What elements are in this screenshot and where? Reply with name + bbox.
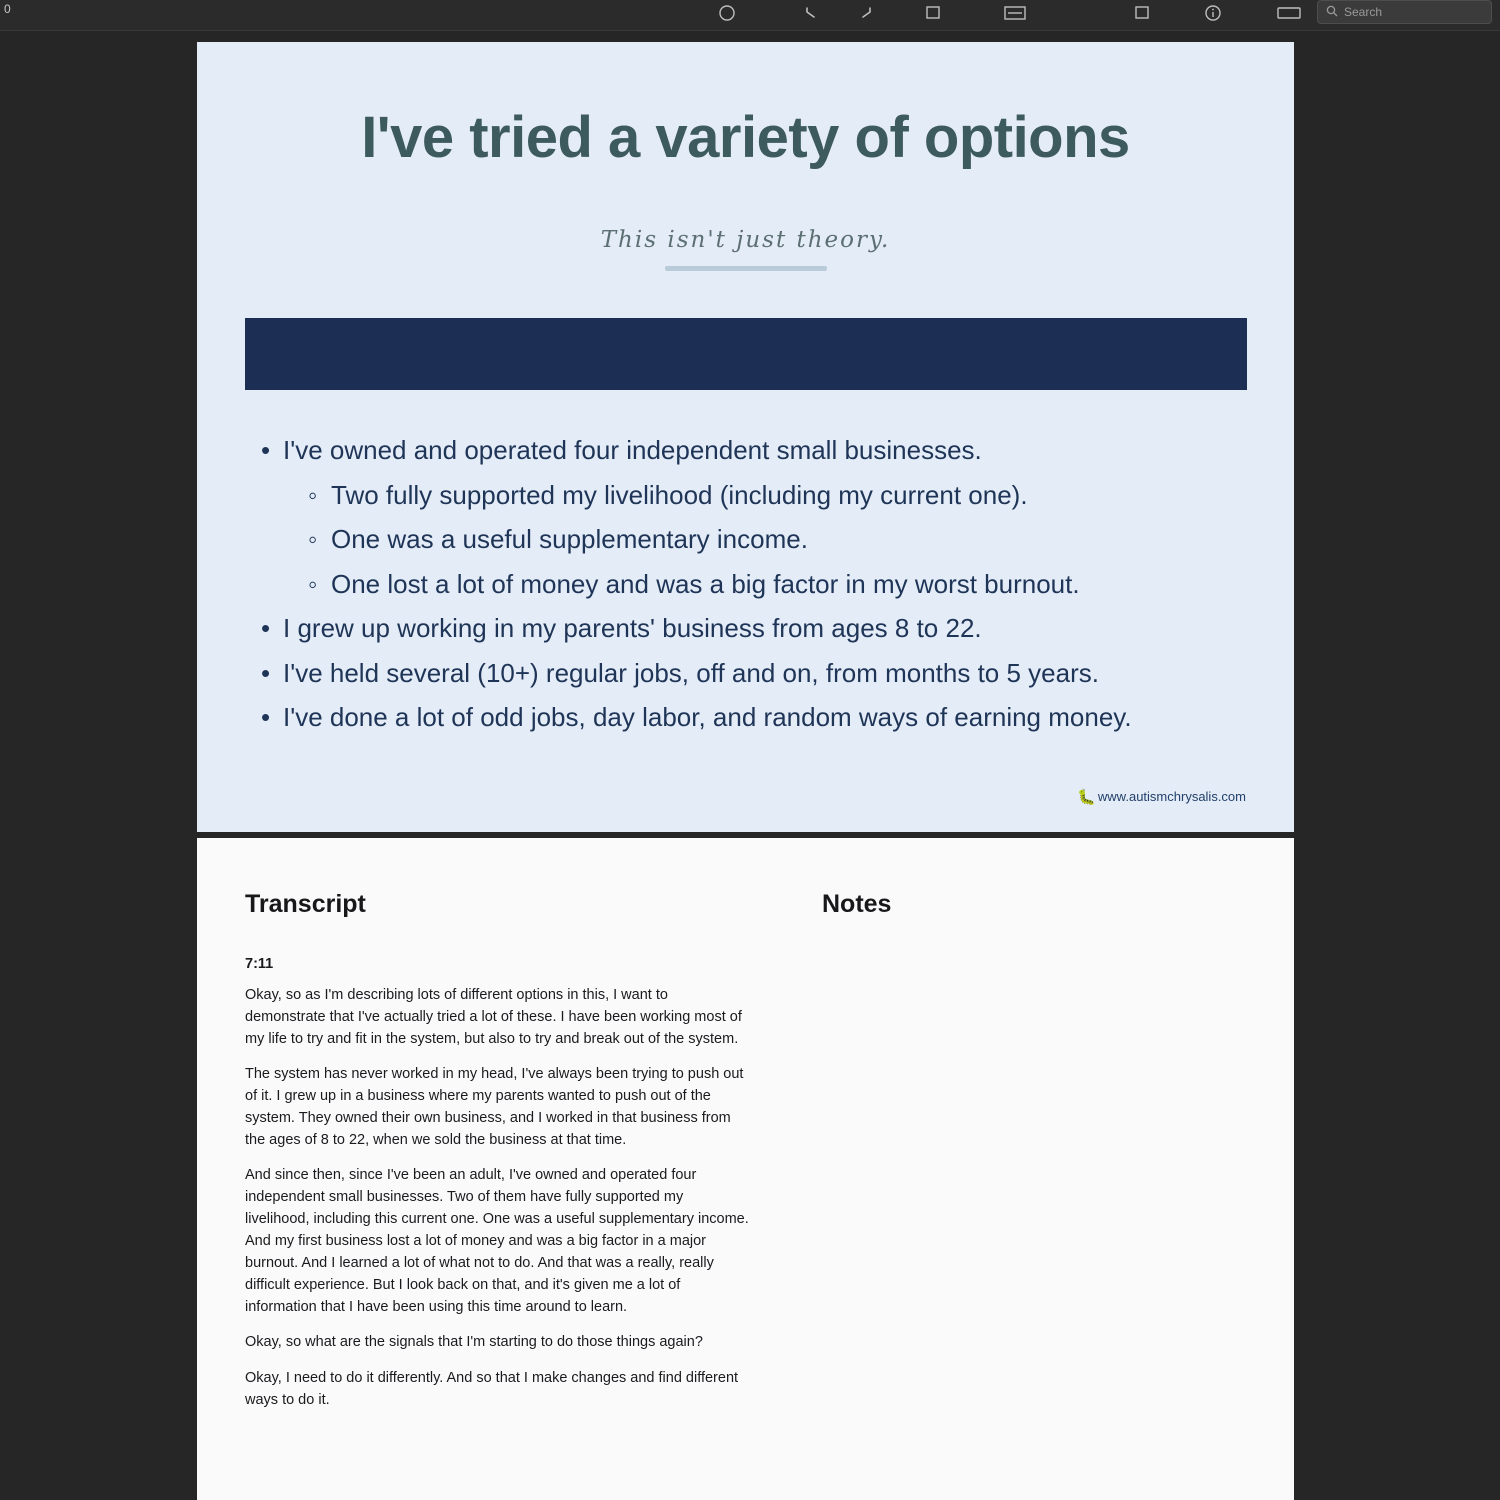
slide-footer (1077, 786, 1246, 804)
page-number-label: 0 (4, 2, 11, 16)
list-item: ◦ One lost a lot of money and was a big factor in my worst burnout. (253, 568, 1253, 601)
note-icon[interactable] (1125, 0, 1159, 26)
transcript-notes-pane (197, 838, 1294, 1500)
list-item: • I grew up working in my parents' business from ages 8 to 22. (253, 612, 1253, 645)
transcript-heading: Transcript (245, 890, 366, 918)
transcript-timestamp: 7:11 (245, 956, 274, 972)
top-toolbar (0, 0, 1500, 31)
redo-icon[interactable] (850, 0, 884, 26)
search-input[interactable] (1317, 0, 1492, 24)
list-item: ◦ One was a useful supplementary income. (253, 523, 1253, 556)
list-item: • I've owned and operated four independent small businesses. (253, 434, 1253, 467)
list-item: ◦ Two fully supported my livelihood (including my current one). (253, 479, 1253, 512)
transcript-paragraph: Okay, so what are the signals that I'm starting to do those things again? (245, 1334, 703, 1351)
transcript-body[interactable] (245, 953, 750, 1424)
layout-icon[interactable] (1272, 0, 1306, 26)
list-item: • I've held several (10+) regular jobs, off and on, from months to 5 years. (253, 657, 1253, 690)
butterfly-logo-icon: 🐛 (1077, 789, 1096, 806)
search-icon (1326, 5, 1338, 20)
search-placeholder-text: Search (1344, 5, 1383, 19)
transcript-paragraph: The system has never worked in my head, I've always been trying to push out of it. I grew up in a business where my parents wanted to push out of the system. They owned their own business, and I worked in that business from the ages of 8 to 22, when we sold the business at that time. (245, 1066, 744, 1149)
slide-subtitle: This isn't just theory. (600, 227, 891, 253)
transcript-paragraph: Okay, I need to do it differently. And so that I make changes and find different ways to do it. (245, 1369, 739, 1408)
slide-canvas[interactable] (197, 42, 1294, 832)
crop-icon[interactable] (916, 0, 950, 26)
slide-title: I've tried a variety of options (361, 105, 1130, 170)
undo-icon[interactable] (793, 0, 827, 26)
menu-icon[interactable] (998, 0, 1032, 26)
transcript-paragraph: Okay, so as I'm describing lots of different options in this, I want to demonstrate that I've actually tried a lot of these. I have been working most of my life to try and fit in the system, but also to try and break out of the system. (245, 987, 742, 1048)
title-divider (665, 266, 827, 271)
slide-accent-band (245, 318, 1247, 390)
list-item: • I've done a lot of odd jobs, day labor, and random ways of earning money. (253, 701, 1253, 734)
transcript-paragraph: And since then, since I've been an adult, I've owned and operated four independent small businesses. Two of them have fully supported my livelihood, including this current one. One was a useful supplementary income. And my first business lost a lot of money and was a big factor in a major burnout. And I learned a lot of what not to do. And that was a really, really difficult experience. But I look back on that, and it's given me a lot of information that I have been using this time around to learn. (245, 1167, 749, 1316)
info-icon[interactable] (1196, 0, 1230, 26)
footer-url-label: www.autismchrysalis.com (1097, 789, 1246, 804)
notes-heading: Notes (822, 890, 892, 918)
rotate-icon[interactable] (710, 0, 744, 26)
slide-bullet-list (253, 434, 1253, 746)
